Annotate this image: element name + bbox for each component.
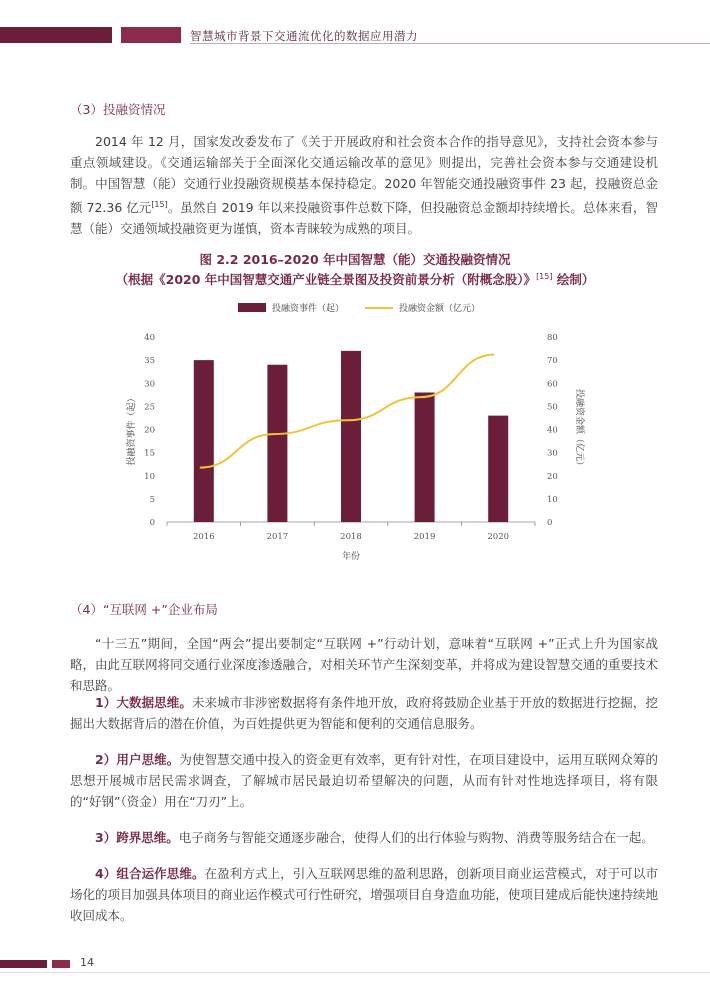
figure-subtitle-text: 绘制） xyxy=(552,272,595,287)
y-right-tick-label: 80 xyxy=(547,333,558,343)
list-item-text: 为使智慧交通中投入的资金更有效率，更有针对性，在项目建设中，运用互联网众筹的思想开展城市居民需求调查，了解城市居民最迫切希望解决的问题，从而有针对性地选择项目，将有限的“好钢”（资金）用在“刀刃”上。 xyxy=(70,752,658,809)
y-right-tick-label: 20 xyxy=(547,471,558,482)
paragraph-internet-plus-intro: “十三五”期间，全国“两会”提出要制定“互联网 +”行动计划，意味着“互联网 +”正式上升为国家战略，由此互联网将同交通行业深度渗透融合，对相关环节产生深刻变革，并将成为建设智慧交通的重要技术和思路。 xyxy=(70,636,658,693)
y-left-axis-title: 投融资事件（起） xyxy=(127,393,137,466)
y-left-tick-label: 25 xyxy=(144,402,155,413)
y-left-tick-label: 5 xyxy=(149,494,155,505)
list-item-label: 3）跨界思维。 xyxy=(95,830,179,845)
paragraph-financing xyxy=(70,131,658,239)
list-item-text: 电子商务与智能交通逐步融合，使得人们的出行体验与购物、消费等服务结合在一起。 xyxy=(178,830,654,845)
header-accent-bar-secondary xyxy=(121,27,181,43)
y-right-tick-label: 40 xyxy=(547,425,558,436)
x-tick-label: 2016 xyxy=(192,532,215,542)
section-heading-internet-plus: （4）“互联网 +”企业布局 xyxy=(70,602,218,617)
header-rule xyxy=(190,43,710,44)
y-left-tick-label: 20 xyxy=(144,425,155,436)
list-item-combined-operation xyxy=(70,863,658,926)
page-number: 14 xyxy=(80,956,94,969)
x-tick-label: 2017 xyxy=(266,532,289,542)
y-right-tick-label: 60 xyxy=(547,379,558,390)
financing-chart xyxy=(110,292,600,562)
legend-swatch-bars xyxy=(238,303,266,312)
chart-svg xyxy=(110,292,600,562)
legend-label-line: 投融资金额（亿元） xyxy=(399,304,481,314)
list-item-cross-border xyxy=(70,827,658,848)
section-heading-financing: （3）投融资情况 xyxy=(70,102,166,117)
bar-2019 xyxy=(415,393,435,523)
y-right-tick-label: 70 xyxy=(547,356,558,367)
y-right-tick-label: 0 xyxy=(547,518,553,528)
y-right-axis-title: 投融资金额（亿元） xyxy=(574,388,584,471)
figure-subtitle-text: （根据《2020 年中国智慧交通产业链全景图及投资前景分析（附概念股）》 xyxy=(115,272,537,287)
list-item-big-data xyxy=(70,692,658,734)
x-tick-label: 2020 xyxy=(487,532,510,542)
list-item-label: 1）大数据思维。 xyxy=(95,695,192,710)
x-tick-label: 2019 xyxy=(413,532,436,542)
running-header-title: 智慧城市背景下交通流优化的数据应用潜力 xyxy=(190,29,418,43)
y-left-tick-label: 0 xyxy=(149,518,155,528)
header-accent-bar xyxy=(0,27,112,43)
y-left-tick-label: 10 xyxy=(144,471,155,482)
list-item-label: 4）组合运作思维。 xyxy=(95,866,205,881)
list-item-text: 未来城市非涉密数据将有条件地开放，政府将鼓励企业基于开放的数据进行挖掘，挖掘出大数据背后的潜在价值，为百姓提供更为智能和便利的交通信息服务。 xyxy=(70,695,658,731)
list-item-label: 2）用户思维。 xyxy=(95,752,180,767)
y-right-tick-label: 10 xyxy=(547,494,558,505)
bar-2016 xyxy=(194,360,214,522)
legend-label-bars: 投融资事件（起） xyxy=(272,304,345,314)
y-left-tick-label: 15 xyxy=(144,448,155,459)
figure-subtitle xyxy=(0,270,710,288)
footer-rule xyxy=(0,972,710,973)
list-item-text: 在盈利方式上，引入互联网思维的盈利思路，创新项目商业运营模式，对于可以市场化的项目加强具体项目的商业运作模式可行性研究，增强项目自身造血功能，使项目建成后能快速持续地收回成本。 xyxy=(70,866,658,923)
y-right-tick-label: 50 xyxy=(547,402,558,413)
x-axis-title: 年份 xyxy=(341,552,361,562)
paragraph-text: 2014 年 12 月，国家发改委发布了《关于开展政府和社会资本合作的指导意见》，支持社会资本参与重点领域建设。《交通运输部关于全面深化交通运输改革的意见》则提出，完善社会资本参与交通建设机制。中国智慧（能）交通行业投融资规模基本保持稳定。2020 年智能交通投融资事件 23 起，投融资总金额 72.36 亿元 xyxy=(70,134,658,216)
footer-accent-bar-secondary xyxy=(52,960,70,968)
citation-ref: [15] xyxy=(536,271,553,281)
bar-2020 xyxy=(488,416,508,522)
bar-2018 xyxy=(341,351,361,522)
list-item-user-thinking xyxy=(70,749,658,812)
y-left-tick-label: 35 xyxy=(144,356,155,367)
y-left-tick-label: 40 xyxy=(144,333,155,343)
y-left-tick-label: 30 xyxy=(144,379,155,390)
y-right-tick-label: 30 xyxy=(547,448,558,459)
footer-accent-bar xyxy=(0,960,47,968)
paragraph-text: 。虽然自 2019 年以来投融资事件总数下降，但投融资总金额却持续增长。总体来看，智慧（能）交通领域投融资更为谨慎，资本青睐较为成熟的项目。 xyxy=(70,200,659,237)
citation-ref: [15] xyxy=(151,200,168,209)
figure-title: 图 2.2 2016–2020 年中国智慧（能）交通投融资情况 xyxy=(199,252,511,267)
x-tick-label: 2018 xyxy=(340,532,362,542)
bar-2017 xyxy=(267,365,287,522)
